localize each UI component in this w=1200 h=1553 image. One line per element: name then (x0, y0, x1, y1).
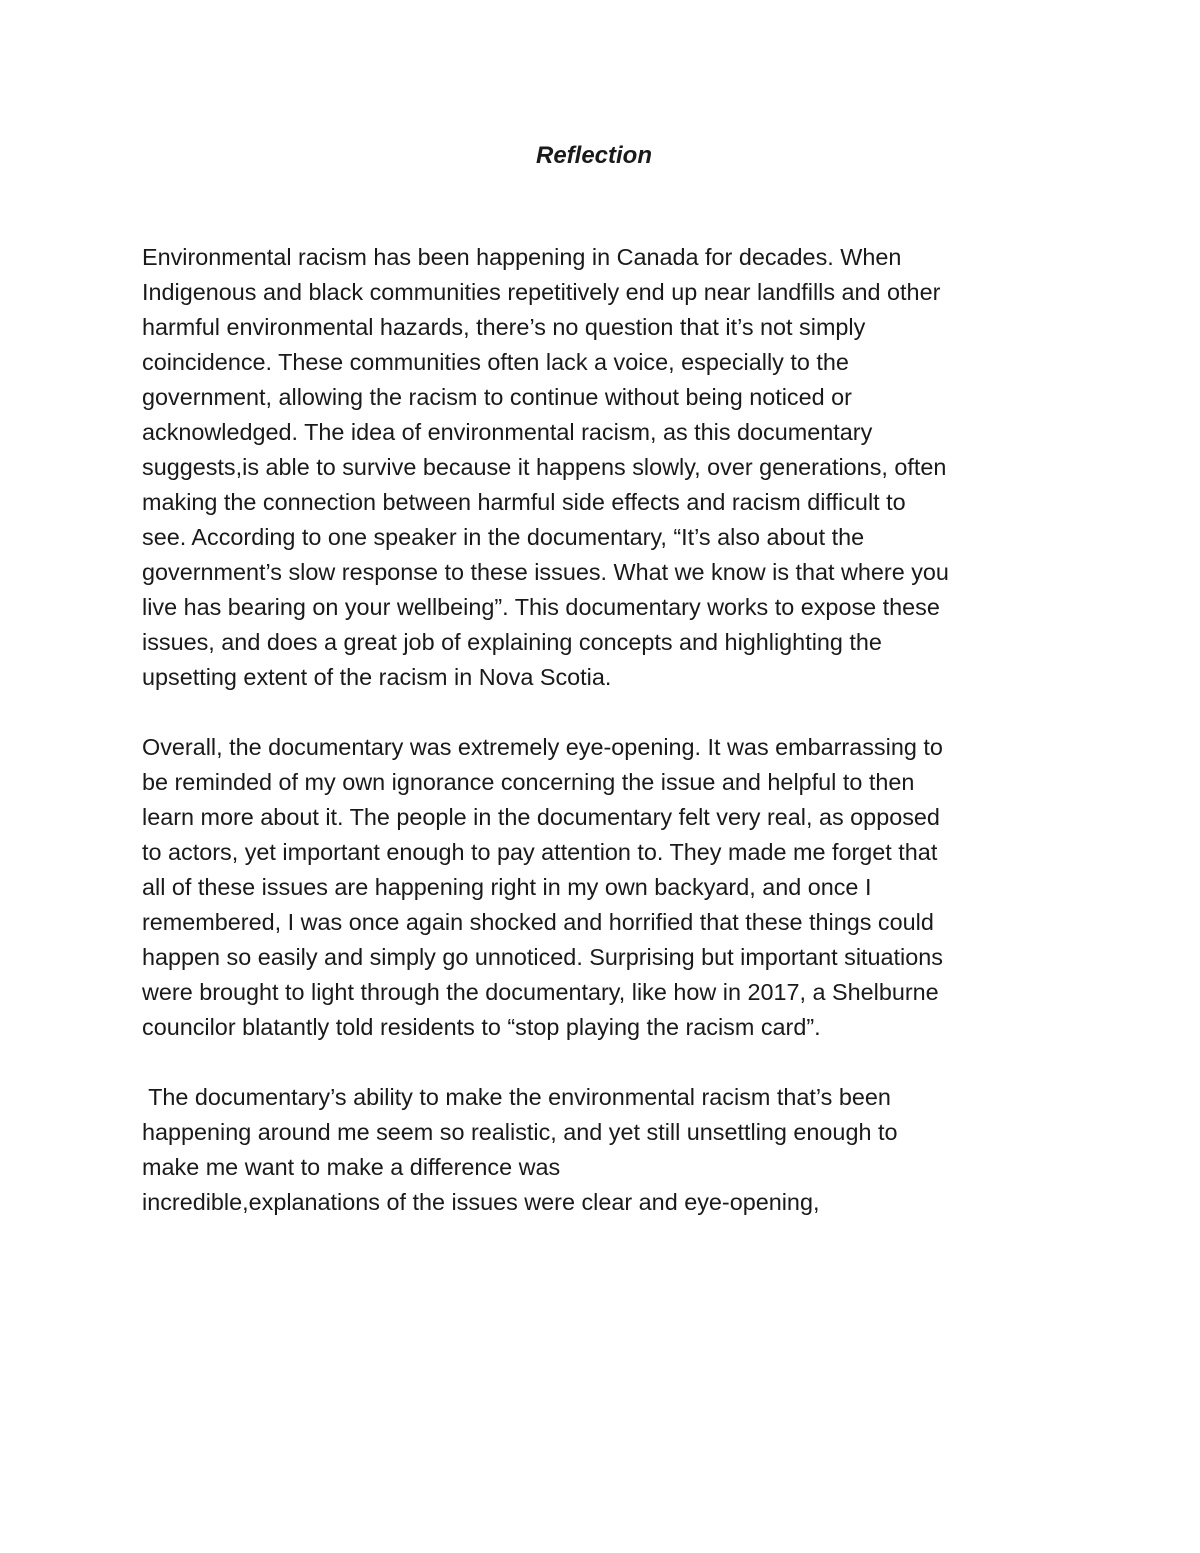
text-line: Overall, the documentary was extremely eye-opening. It was embarrassing to (142, 734, 943, 760)
text-line: upsetting extent of the racism in Nova Scotia. (142, 664, 612, 690)
text-line: incredible,explanations of the issues were clear and eye-opening, (142, 1189, 820, 1215)
text-line: councilor blatantly told residents to “stop playing the racism card”. (142, 1014, 821, 1040)
text-line: all of these issues are happening right in my own backyard, and once I (142, 874, 872, 900)
text-line: Indigenous and black communities repetitively end up near landfills and other (142, 279, 941, 305)
text-line: making the connection between harmful side effects and racism difficult to (142, 489, 906, 515)
text-line: happen so easily and simply go unnoticed. Surprising but important situations (142, 944, 943, 970)
text-line: issues, and does a great job of explaining concepts and highlighting the (142, 629, 882, 655)
text-line: see. According to one speaker in the documentary, “It’s also about the (142, 524, 865, 550)
document-title: Reflection (535, 142, 652, 169)
text-line: acknowledged. The idea of environmental racism, as this documentary (142, 419, 873, 445)
document-body (142, 240, 1072, 1255)
text-line: happening around me seem so realistic, and yet still unsettling enough to (142, 1119, 898, 1145)
paragraph-3 (142, 1080, 1072, 1220)
paragraph-1 (142, 240, 1072, 695)
text-line: government, allowing the racism to continue without being noticed or (142, 384, 852, 410)
text-line: were brought to light through the documentary, like how in 2017, a Shelburne (142, 979, 939, 1005)
text-line: remembered, I was once again shocked and horrified that these things could (142, 909, 934, 935)
text-line: make me want to make a difference was (142, 1154, 561, 1180)
text-line: to actors, yet important enough to pay attention to. They made me forget that (142, 839, 938, 865)
text-line: harmful environmental hazards, there’s no question that it’s not simply (142, 314, 866, 340)
text-line: The documentary’s ability to make the environmental racism that’s been (142, 1084, 891, 1110)
text-line: live has bearing on your wellbeing”. This documentary works to expose these (142, 594, 940, 620)
text-line: suggests,is able to survive because it happens slowly, over generations, often (142, 454, 947, 480)
text-line: learn more about it. The people in the documentary felt very real, as opposed (142, 804, 940, 830)
text-line: be reminded of my own ignorance concerning the issue and helpful to then (142, 769, 915, 795)
text-line: government’s slow response to these issues. What we know is that where you (142, 559, 949, 585)
text-line: coincidence. These communities often lack a voice, especially to the (142, 349, 849, 375)
text-line: Environmental racism has been happening in Canada for decades. When (142, 244, 902, 270)
paragraph-2 (142, 730, 1072, 1045)
